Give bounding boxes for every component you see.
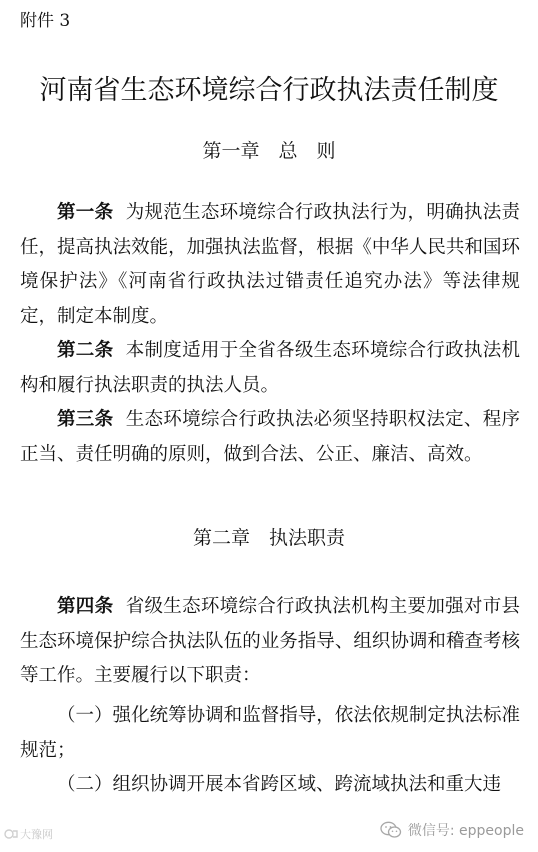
watermark-left-text: 大豫网 bbox=[20, 828, 53, 841]
article-text: 省级生态环境综合行政执法机构主要加强对市县生态环境保护综合执法队伍的业务指导、组织协调和稽查考核等工作。主要履行以下职责： bbox=[20, 596, 520, 686]
article-2 bbox=[20, 334, 520, 403]
article-text: 本制度适用于全省各级生态环境综合行政执法机构和履行执法职责的执法人员。 bbox=[20, 340, 520, 396]
logo-icon bbox=[4, 828, 18, 840]
chapter-heading bbox=[0, 523, 538, 550]
watermark-logo bbox=[4, 826, 53, 842]
article-text: 为规范生态环境综合行政执法行为，明确执法责任，提高执法效能，加强执法监督，根据《中华人民共和国环境保护法》《河南省行政执法过错责任追究办法》等法律规定，制定本制度。 bbox=[20, 202, 520, 327]
article-label: 第一条 bbox=[57, 202, 114, 223]
wechat-watermark bbox=[380, 820, 524, 840]
wechat-id-text: 微信号: eppeople bbox=[407, 823, 524, 839]
wechat-icon bbox=[380, 821, 402, 839]
document-title: 河南省生态环境综合行政执法责任制度 bbox=[39, 75, 499, 106]
article-label: 第三条 bbox=[57, 409, 114, 430]
article-4 bbox=[20, 590, 520, 694]
chapter-heading bbox=[0, 136, 538, 163]
chapter-number: 第一章 bbox=[202, 140, 260, 162]
list-item: （一）强化统筹协调和监督指导，依法依规制定执法标准规范； bbox=[20, 705, 520, 761]
chapter-number: 第二章 bbox=[192, 527, 250, 549]
list-item: （二）组织协调开展本省跨区域、跨流域执法和重大违 bbox=[57, 774, 502, 795]
chapter-name: 执法职责 bbox=[269, 527, 346, 549]
chapter-name: 总 则 bbox=[278, 140, 336, 162]
article-text: 生态环境综合行政执法必须坚持职权法定、程序正当、责任明确的原则，做到合法、公正、廉洁、高效。 bbox=[20, 409, 520, 465]
attachment-label: 附件 3 bbox=[20, 11, 71, 31]
article-label: 第二条 bbox=[57, 340, 114, 361]
article-label: 第四条 bbox=[57, 596, 114, 617]
article-1 bbox=[20, 196, 520, 334]
article-3 bbox=[20, 403, 520, 472]
